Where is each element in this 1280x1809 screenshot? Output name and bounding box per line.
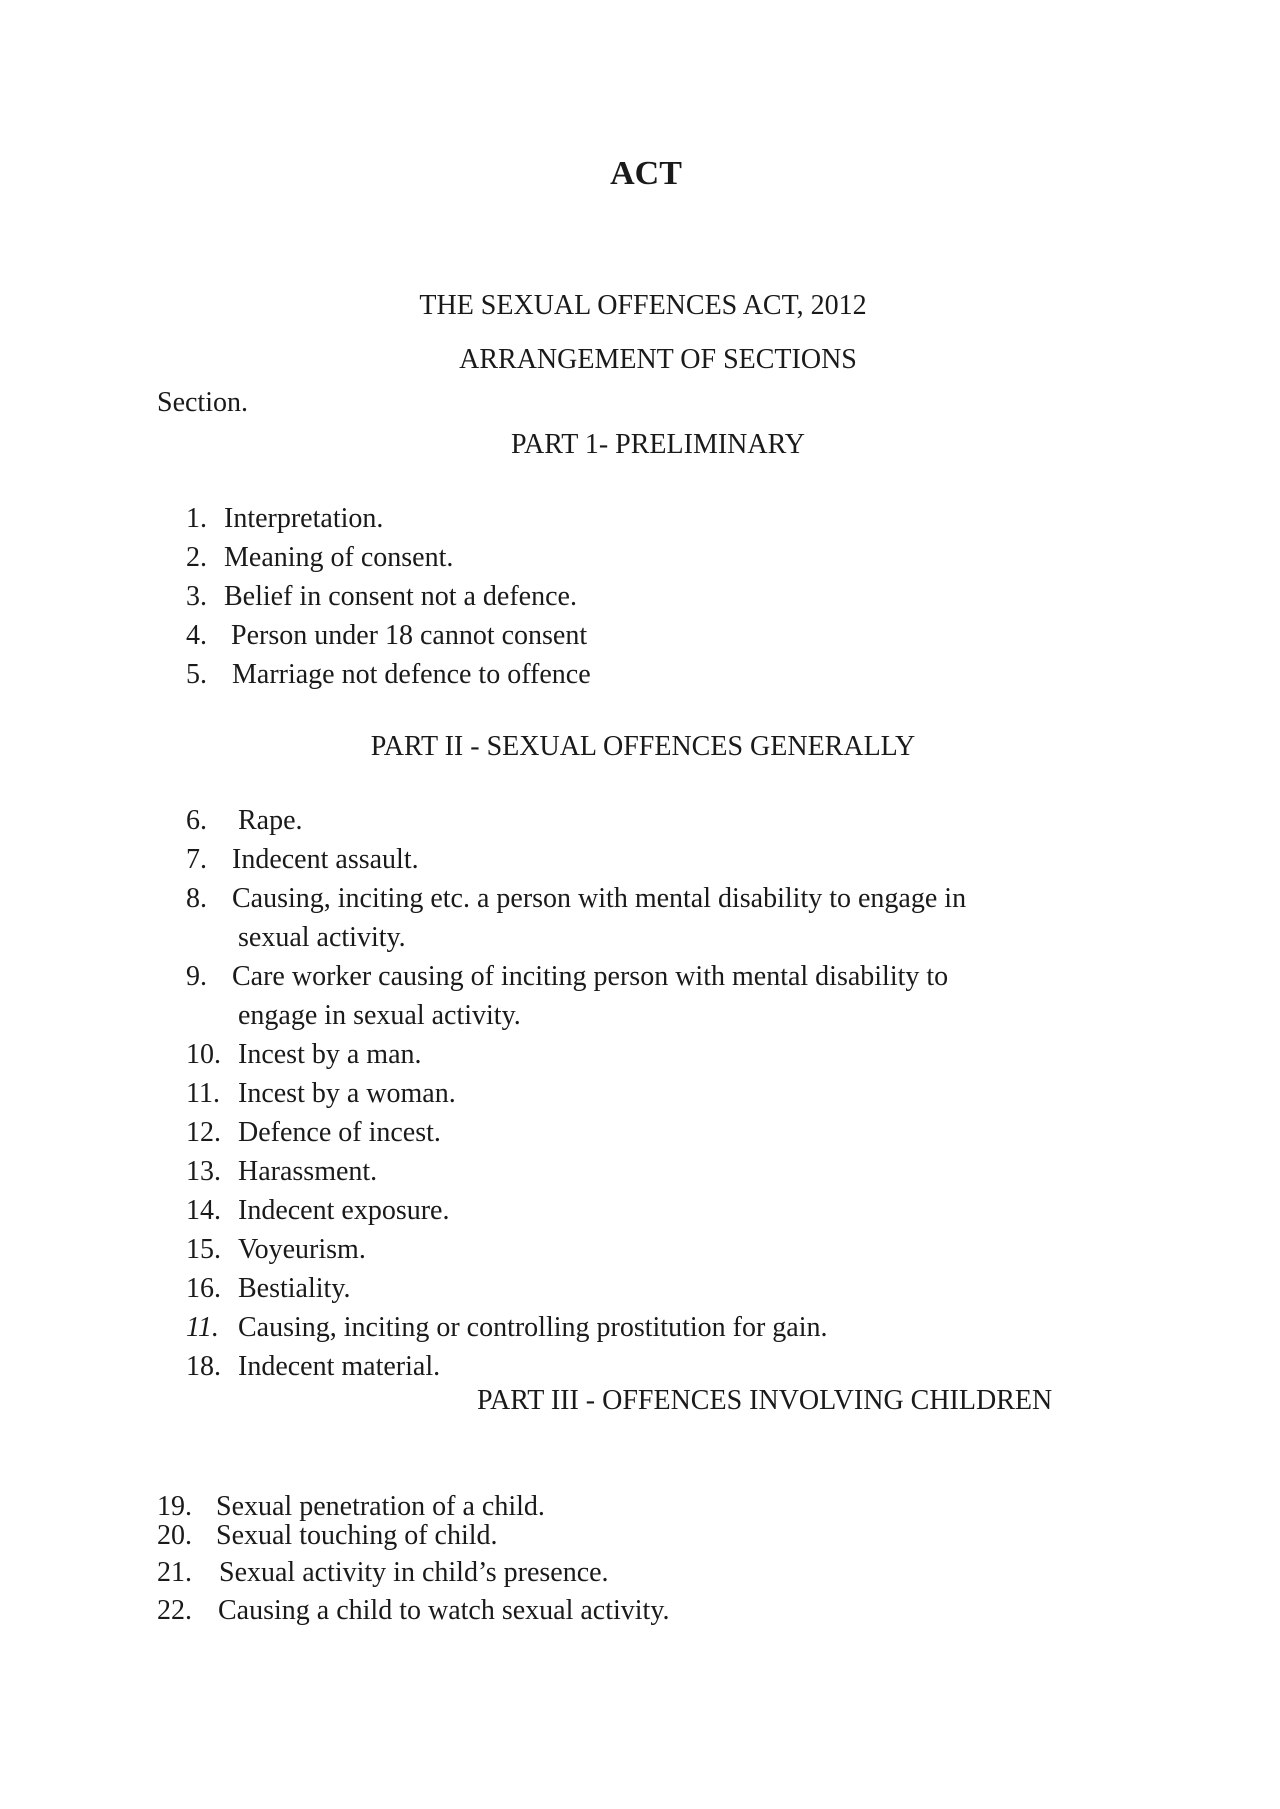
item-text: Bestiality. xyxy=(238,1273,351,1304)
item-number: 22. xyxy=(157,1595,192,1626)
item-number: 9. xyxy=(186,961,207,992)
item-number: 15. xyxy=(186,1234,221,1265)
item-text: Defence of incest. xyxy=(238,1117,441,1148)
section-label: Section. xyxy=(157,387,248,418)
item-number: 2. xyxy=(186,542,207,573)
item-text: Causing, inciting or controlling prostitution for gain. xyxy=(238,1312,828,1343)
part-heading: PART III - OFFENCES INVOLVING CHILDREN xyxy=(477,1385,1053,1416)
item-number: 3. xyxy=(186,581,207,612)
item-text: Rape. xyxy=(238,805,303,836)
item-number: 20. xyxy=(157,1520,192,1551)
item-text: Harassment. xyxy=(238,1156,378,1187)
item-text: Sexual penetration of a child. xyxy=(216,1491,545,1522)
item-number: 8. xyxy=(186,883,207,914)
item-text: Marriage not defence to offence xyxy=(232,659,591,690)
item-number: 10. xyxy=(186,1039,221,1070)
item-text: Indecent exposure. xyxy=(238,1195,450,1226)
document-heading: ACT xyxy=(610,155,682,192)
item-text: Incest by a woman. xyxy=(238,1078,456,1109)
item-text: Care worker causing of inciting person with mental disability to xyxy=(232,961,949,992)
item-number: 21. xyxy=(157,1557,192,1588)
item-text: Interpretation. xyxy=(224,503,384,534)
item-text: Causing, inciting etc. a person with mental disability to engage in xyxy=(232,883,967,914)
item-number: 18. xyxy=(186,1351,221,1382)
item-number: 12. xyxy=(186,1117,221,1148)
item-text: Voyeurism. xyxy=(238,1234,366,1265)
item-text: Sexual activity in child’s presence. xyxy=(219,1557,609,1588)
item-number: 6. xyxy=(186,805,207,836)
item-text: Person under 18 cannot consent xyxy=(231,620,588,651)
item-number: 13. xyxy=(186,1156,221,1187)
act-title: THE SEXUAL OFFENCES ACT, 2012 xyxy=(419,290,867,321)
item-number: 19. xyxy=(157,1491,192,1522)
item-text: Sexual touching of child. xyxy=(216,1520,498,1551)
item-text: engage in sexual activity. xyxy=(238,1000,521,1031)
item-text: Causing a child to watch sexual activity. xyxy=(218,1595,670,1626)
item-text: Incest by a man. xyxy=(238,1039,422,1070)
item-number: 7. xyxy=(186,844,207,875)
item-text: sexual activity. xyxy=(238,922,406,953)
arrangement-heading: ARRANGEMENT OF SECTIONS xyxy=(459,344,857,375)
item-text: Belief in consent not a defence. xyxy=(224,581,577,612)
item-number: 4. xyxy=(186,620,207,651)
item-number: 11. xyxy=(186,1312,219,1343)
item-number: 14. xyxy=(186,1195,221,1226)
item-number: 11. xyxy=(186,1078,220,1109)
item-text: Indecent assault. xyxy=(232,844,419,875)
item-text: Meaning of consent. xyxy=(224,542,454,573)
item-number: 1. xyxy=(186,503,207,534)
part-heading: PART 1- PRELIMINARY xyxy=(511,429,805,460)
item-number: 16. xyxy=(186,1273,221,1304)
item-number: 5. xyxy=(186,659,207,690)
item-text: Indecent material. xyxy=(238,1351,441,1382)
part-heading: PART II - SEXUAL OFFENCES GENERALLY xyxy=(370,731,916,762)
